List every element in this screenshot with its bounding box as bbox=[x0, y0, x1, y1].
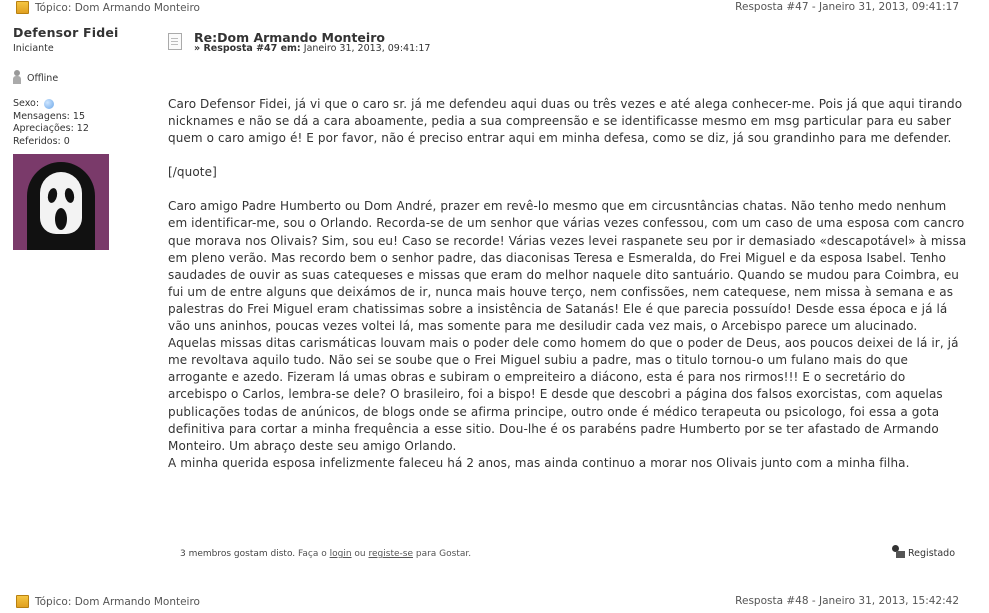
offline-user-icon bbox=[13, 70, 21, 84]
reply-info[interactable]: Resposta #48 - Janeiro 31, 2013, 15:42:42 bbox=[735, 595, 959, 607]
registered-badge bbox=[892, 545, 955, 559]
registered-label: Registado bbox=[908, 548, 956, 559]
gender-icon bbox=[44, 99, 54, 109]
topic-icon bbox=[16, 1, 29, 14]
likes-or: ou bbox=[354, 549, 366, 559]
post-paragraph: Caro Defensor Fidei, já vi que o caro sr. já me defendeu aqui duas ou três vezes e até alega conhecer-me. Pois já que aqui tirando nicknames e não se dá a cara aboamente, pedia a sua compreensão e se identificasse mesmo em msg particular para eu saber quem o caro amigo é! E por favor, não é preciso entrar aqui em minha defesa, como se diz, já sou grandinho para me defender. bbox=[168, 97, 963, 146]
topic-label: Tópico: Dom Armando Monteiro bbox=[35, 1, 200, 14]
topic-icon bbox=[16, 595, 29, 608]
topic-bar-top bbox=[0, 0, 989, 18]
likes-count: 3 membros gostam disto. bbox=[180, 549, 296, 559]
login-link[interactable]: login bbox=[329, 549, 352, 559]
post-subtitle bbox=[194, 43, 430, 54]
poster-rank: Iniciante bbox=[13, 43, 54, 54]
topic-link[interactable] bbox=[16, 1, 200, 14]
posts-count: Mensagens: 15 bbox=[13, 110, 85, 122]
register-link[interactable]: registe-se bbox=[368, 549, 413, 559]
appreciations-count: Apreciações: 12 bbox=[13, 123, 89, 134]
post-date: Janeiro 31, 2013, 09:41:17 bbox=[303, 43, 431, 54]
poster-stats bbox=[13, 98, 153, 148]
quote-tag: [/quote] bbox=[168, 165, 217, 180]
post-document-icon bbox=[168, 33, 182, 50]
likes-prefix: Faça o bbox=[298, 549, 327, 559]
poster-info bbox=[13, 25, 153, 250]
gender-label: Sexo: bbox=[13, 98, 40, 109]
post-paragraph: Caro amigo Padre Humberto ou Dom André, prazer em revê-lo mesmo que em circusntâncias chatas. Não tenho medo nenhum em identificar-me, sou o Orlando. Recorda-se de um senhor que várias vezes confessou, com um caso de uma esposa com cancro que morava nos Olivais? Sim, sou eu! Caso se recorde! Várias vezes levei raspanete seu por ir demasiado «descapotável» à missa em pleno verão. Mas recordo bem o senhor padre, das diaconisas Teresa e Esmeralda, do Frei Miguel e da esposa Isabel. Tenho saudades de ouvir as suas catequeses e missas que eram do melhor naquele dito santuário. Quando se mudou para Coimbra, eu fui um de entre alguns que deixámos de ir, nunca mais houve terço, nem confissões, nem catequese, nem missa à semana e as palestras do Frei Miguel eram chatissimas sobre a insistência de Satanás! Ele é que parecia possuído! Desde essa época e já lá vão uns aninhos, poucas vezes voltei lá, mas somente para me desiludir cada vez mais, o Arcebispo parece um alucinado. Aquelas missas ditas carismáticas louvam mais o poder dele como homem do que o poder de Deus, aos poucos deixei de lá ir, já me revoltava aquilo tudo. Não sei se soube que o Frei Miguel subiu a padre, mas o titulo tornou-o um fulano mais do que arrogante e azedo. Fizeram lá umas obras e subiram o empreiteiro a diácono, esta é para nos rirmos!!! E o secretário do arcebispo o Carlos, lembra-se dele? O brasileiro, foi a bispo! E desde que descobri a página dos falsos exorcistas, com aquelas publicações todas de anúnicos, de blogs onde se afirma principe, outro onde é médico terapeuta ou psicologo, foi essa a gota definitiva para cortar a minha frequência a esse sitio. Dou-lhe é os parabéns padre Humberto por se ter afastado de Armando Monteiro. Um abraço deste seu amigo Orlando. bbox=[168, 199, 967, 453]
referrals-count: Referidos: 0 bbox=[13, 135, 70, 147]
reply-info[interactable]: Resposta #47 - Janeiro 31, 2013, 09:41:17 bbox=[735, 1, 959, 13]
status-label: Offline bbox=[27, 73, 59, 84]
poster-name[interactable]: Defensor Fidei bbox=[13, 25, 119, 40]
post-paragraph: A minha querida esposa infelizmente faleceu há 2 anos, mas ainda continuo a morar nos Olivais junto com a minha filha. bbox=[168, 455, 910, 470]
topic-bar-bottom bbox=[0, 594, 989, 612]
topic-link[interactable] bbox=[16, 595, 200, 608]
gender-row bbox=[13, 98, 153, 111]
post-body bbox=[168, 96, 968, 472]
avatar[interactable] bbox=[13, 154, 109, 250]
online-status bbox=[13, 70, 153, 84]
reply-number: » Resposta #47 em: bbox=[194, 43, 301, 54]
likes-line bbox=[180, 549, 471, 559]
registered-user-icon bbox=[892, 545, 906, 559]
topic-label: Tópico: Dom Armando Monteiro bbox=[35, 595, 200, 608]
likes-suffix: para Gostar. bbox=[415, 549, 472, 559]
post-title[interactable]: Re:Dom Armando Monteiro bbox=[194, 30, 385, 45]
